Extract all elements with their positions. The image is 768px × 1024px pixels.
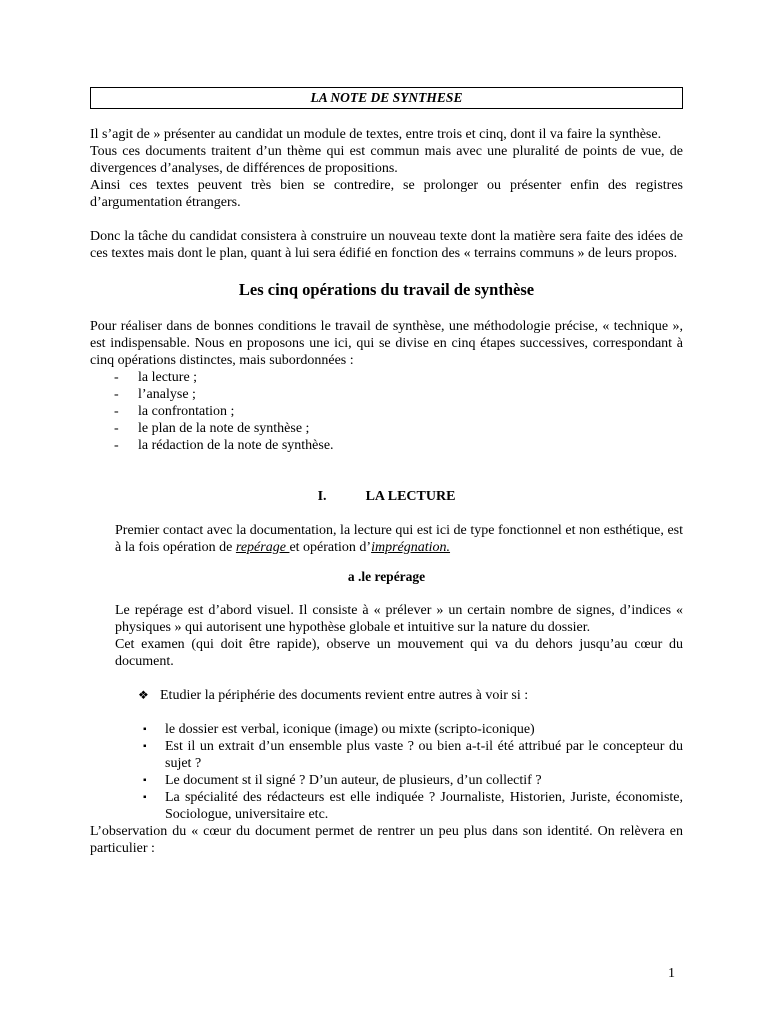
list-item xyxy=(90,738,683,772)
term-impregnation: imprégnation. xyxy=(371,540,451,555)
subsection-heading: a .le repérage xyxy=(347,569,426,584)
list-item xyxy=(90,403,683,420)
list-item xyxy=(90,386,683,403)
part-heading xyxy=(90,488,683,505)
dash-bullet: - xyxy=(114,370,119,385)
square-bullet-icon: ▪ xyxy=(143,792,147,803)
reperage-paragraph-2: Cet examen (qui doit être rapide), observe un mouvement qui va du dehors jusqu’au cœur du document. xyxy=(115,637,683,669)
list-item xyxy=(90,369,683,386)
list-item xyxy=(90,789,683,823)
check-text: La spécialité des rédacteurs est elle indiquée ? Journaliste, Historien, Juriste, économiste, Sociologue, universitaire etc. xyxy=(165,790,683,822)
task-paragraph: Donc la tâche du candidat consistera à construire un nouveau texte dont la matière sera faite des idées de ces textes mais dont le plan, quant à lui sera édifié en fonction des « terrains communs » de leurs propos. xyxy=(90,229,683,261)
lecture-text-middle: et opération d’ xyxy=(289,540,372,555)
lecture-text-start: Premier contact avec la documentation, la lecture qui est ici de type fonctionnel et non esthétique, est à la fois opération de xyxy=(115,523,683,555)
reperage-paragraph-1: Le repérage est d’abord visuel. Il consiste à « prélever » un certain nombre de signes, d’indices « physiques » qui autorisent une hypothèse globale et intuitive sur la nature du dossier. xyxy=(115,603,683,635)
term-reperage: repérage xyxy=(235,540,290,555)
list-item xyxy=(90,772,683,789)
closing-paragraph: L’observation du « cœur du document permet de rentrer un peu plus dans son identité. On relèvera en particulier : xyxy=(90,824,683,856)
document-page xyxy=(90,87,683,857)
steps-list xyxy=(90,369,683,454)
list-item xyxy=(90,420,683,437)
step-label: la rédaction de la note de synthèse. xyxy=(138,438,334,453)
part-number: I. xyxy=(317,489,327,504)
square-bullet-icon: ▪ xyxy=(143,724,147,735)
peripherie-item xyxy=(90,687,683,704)
intro-paragraph-1: Il s’agit de » présenter au candidat un module de textes, entre trois et cinq, dont il va faire la synthèse. xyxy=(90,127,662,142)
check-text: le dossier est verbal, iconique (image) ou mixte (scripto-iconique) xyxy=(165,722,535,737)
page-number: 1 xyxy=(668,966,675,981)
step-label: l’analyse ; xyxy=(138,387,196,402)
dash-bullet: - xyxy=(114,421,119,436)
square-bullet-icon: ▪ xyxy=(143,741,147,752)
step-label: le plan de la note de synthèse ; xyxy=(138,421,310,436)
section-heading: Les cinq opérations du travail de synthèse xyxy=(238,280,535,299)
document-title: LA NOTE DE SYNTHESE xyxy=(90,87,683,109)
intro-paragraph-3: Ainsi ces textes peuvent très bien se contredire, se prolonger ou présenter enfin des registres d’argumentation étrangers. xyxy=(90,178,683,210)
list-item xyxy=(90,721,683,738)
check-text: Le document st il signé ? D’un auteur, de plusieurs, d’un collectif ? xyxy=(165,773,542,788)
dash-bullet: - xyxy=(114,404,119,419)
method-paragraph: Pour réaliser dans de bonnes conditions le travail de synthèse, une méthodologie précise, « technique », est indispensable. Nous en proposons une ici, qui se divise en cinq étapes successives, correspondant à cinq opérations distinctes, mais subordonnées : xyxy=(90,319,683,368)
dash-bullet: - xyxy=(114,438,119,453)
step-label: la lecture ; xyxy=(138,370,198,385)
step-label: la confrontation ; xyxy=(138,404,235,419)
check-text: Est il un extrait d’un ensemble plus vaste ? ou bien a-t-il été attribué par le concepteur du sujet ? xyxy=(165,739,683,771)
part-title: LA LECTURE xyxy=(365,489,456,504)
lecture-paragraph xyxy=(90,522,683,556)
checks-list xyxy=(90,721,683,823)
diamond-bullet-icon: ❖ xyxy=(138,688,149,702)
dash-bullet: - xyxy=(114,387,119,402)
intro-paragraph-2: Tous ces documents traitent d’un thème qui est commun mais avec une pluralité de points de vue, de divergences d’analyses, de différences de propositions. xyxy=(90,144,683,176)
peripherie-text: Etudier la périphérie des documents revient entre autres à voir si : xyxy=(160,688,529,703)
square-bullet-icon: ▪ xyxy=(143,775,147,786)
list-item xyxy=(90,437,683,454)
